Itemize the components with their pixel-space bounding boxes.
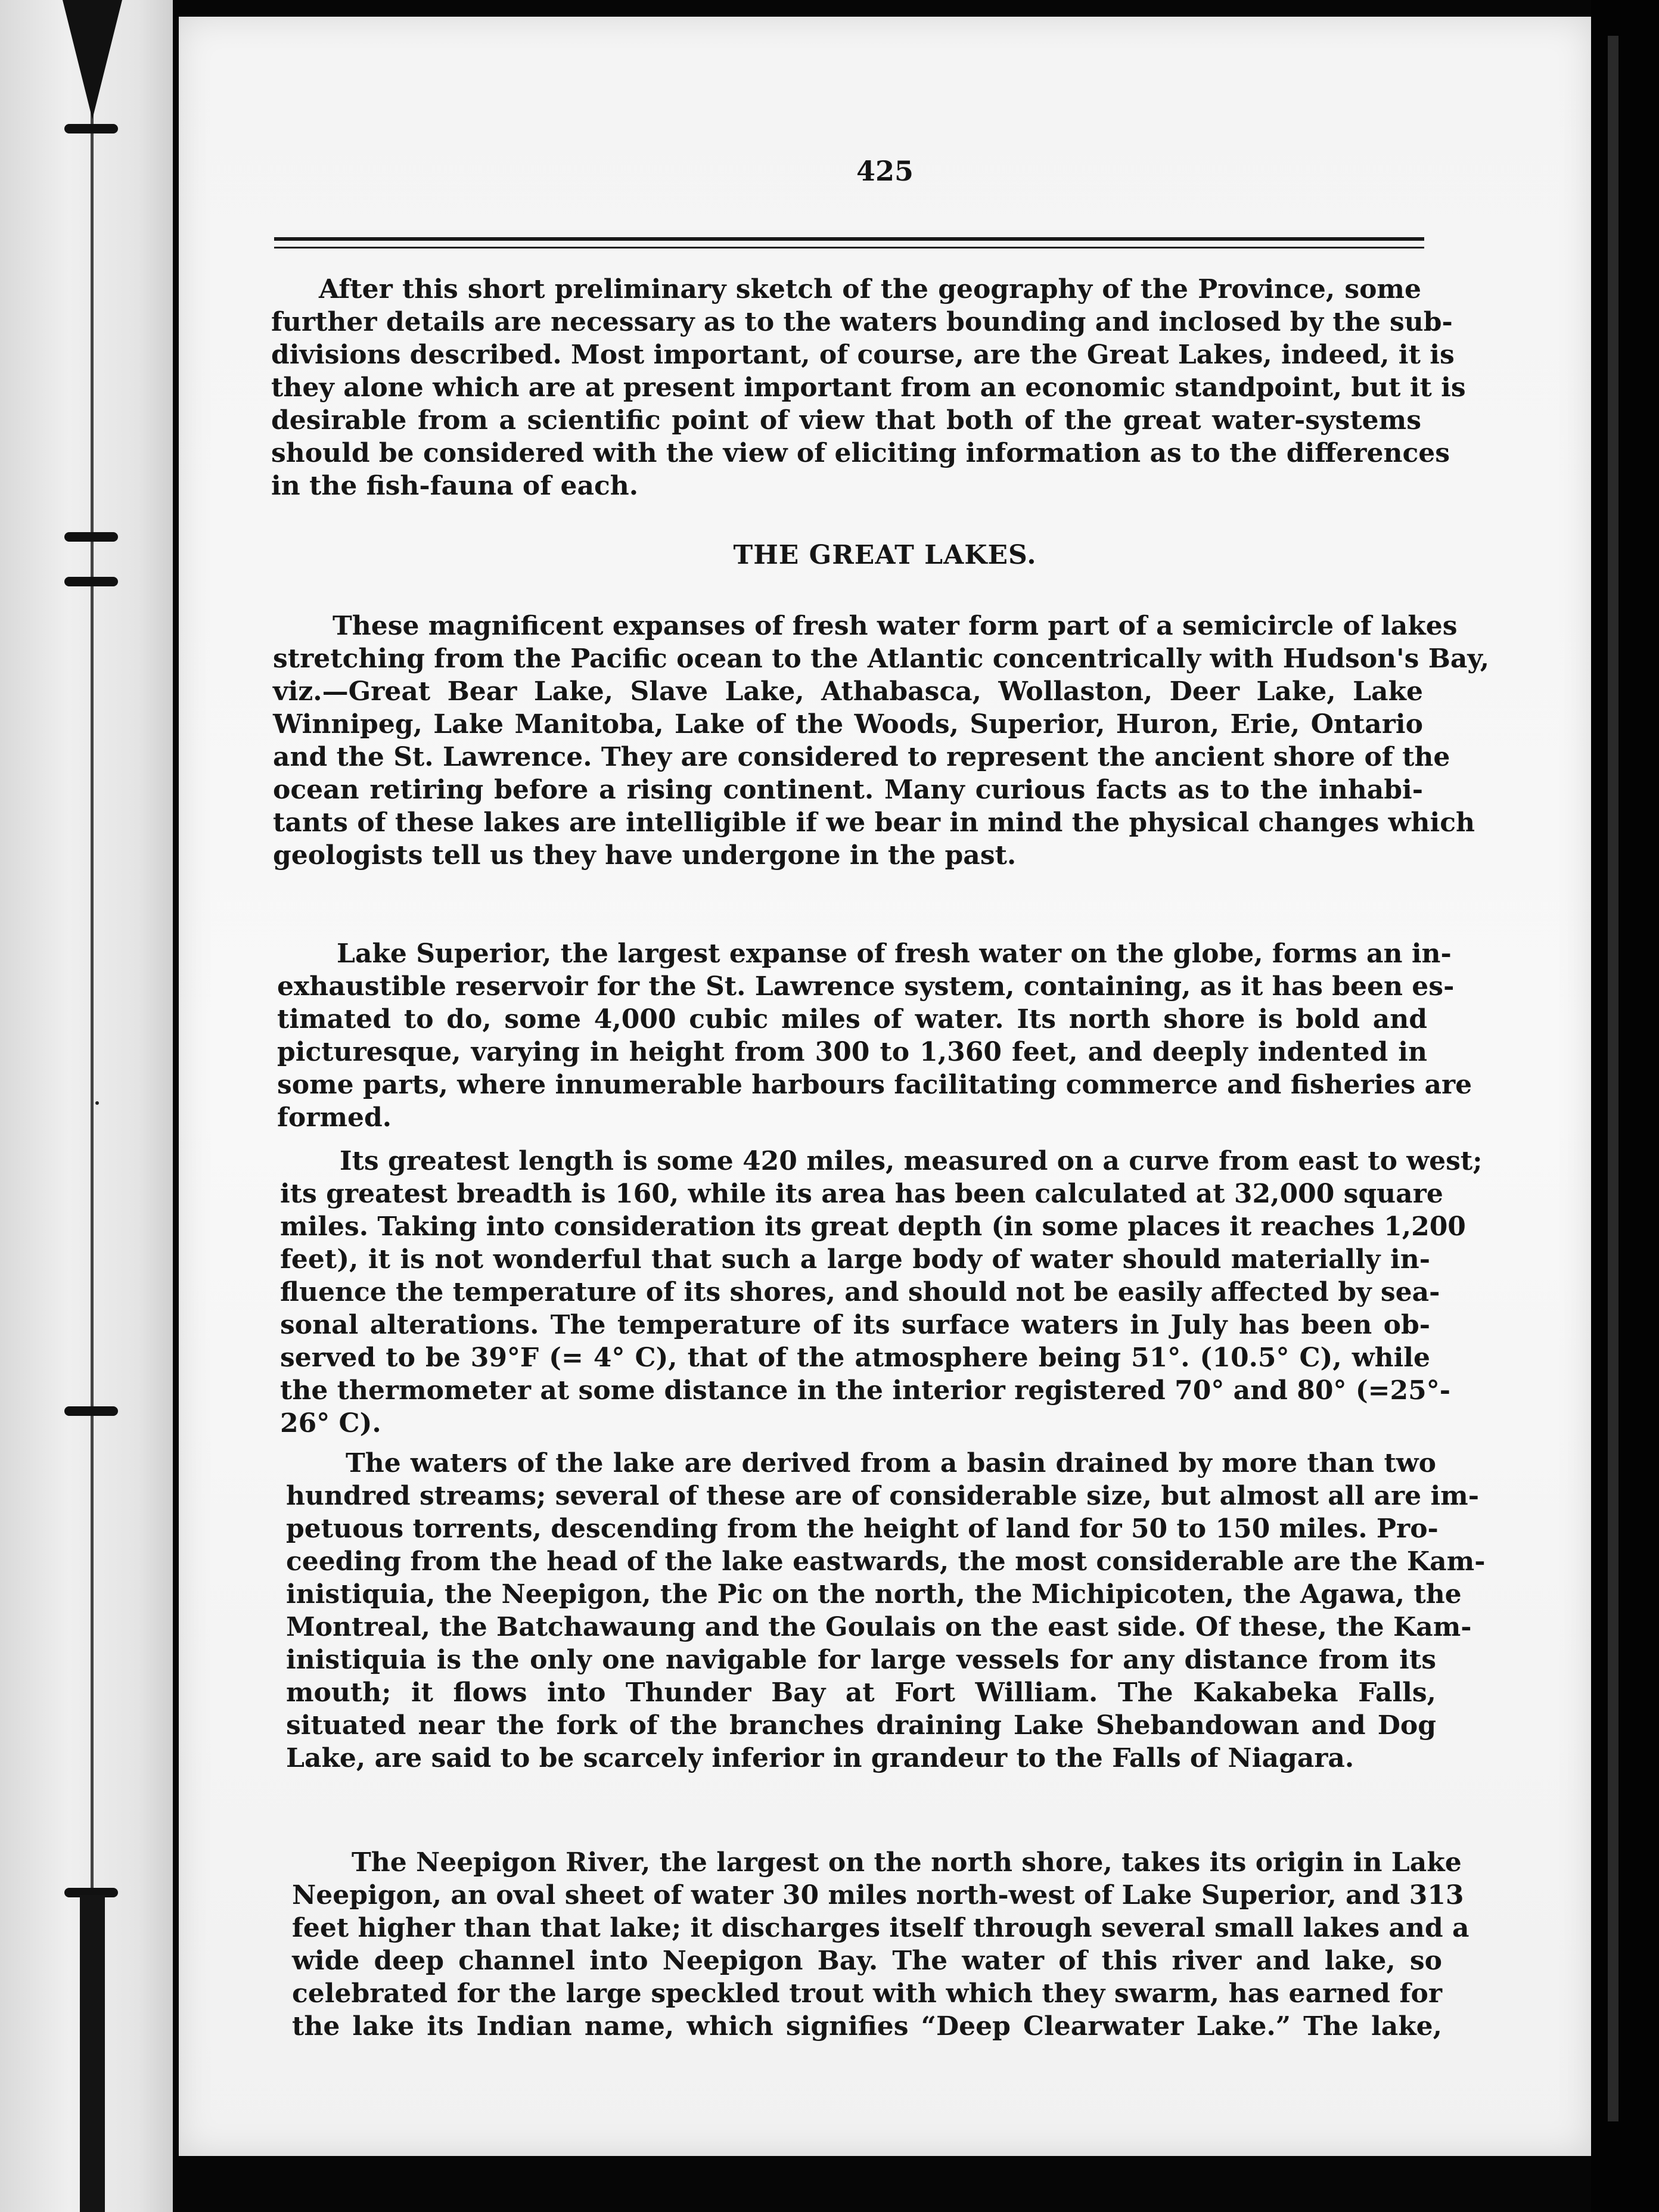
paragraph-waters [286, 1447, 1486, 1775]
text-line: feet), it is not wonderful that such a large body of water should materially in- [280, 1244, 1430, 1275]
binding-stitch [64, 124, 118, 133]
text-line: inistiquia, the Neepigon, the Pic on the north, the Michipicoten, the Agawa, the [286, 1579, 1462, 1610]
page-number: 425 [856, 155, 914, 187]
page-edge-strip [1608, 36, 1618, 2121]
binding-shadow-top [63, 0, 122, 119]
book-page [179, 17, 1591, 2156]
text-line: These magnificent expanses of fresh water form part of a semicircle of lakes [333, 611, 1458, 641]
text-line: sonal alterations. The temperature of its surface waters in July has been ob- [280, 1310, 1430, 1340]
text-line: should be considered with the view of eliciting information as to the differences [271, 438, 1450, 468]
text-line: stretching from the Pacific ocean to the Atlantic concentrically with Hudson's Bay, [273, 644, 1490, 674]
text-line: the lake its Indian name, which signifies “Deep Clearwater Lake.” The lake, [292, 2011, 1442, 2042]
paragraph-lake-superior [277, 937, 1472, 1134]
text-line: After this short preliminary sketch of the geography of the Province, some [319, 274, 1421, 305]
text-line: The waters of the lake are derived from a basin drained by more than two [346, 1448, 1436, 1478]
text-line: Lake, are said to be scarcely inferior in grandeur to the Falls of Niagara. [286, 1743, 1354, 1773]
text-line: The Neepigon River, the largest on the north shore, takes its origin in Lake [352, 1847, 1462, 1878]
scan-speck [95, 1101, 99, 1105]
text-line: divisions described. Most important, of course, are the Great Lakes, indeed, it is [271, 340, 1455, 370]
text-line: Winnipeg, Lake Manitoba, Lake of the Woods, Superior, Huron, Erie, Ontario [273, 709, 1423, 740]
text-line: Montreal, the Batchawaung and the Goulais on the east side. Of these, the Kam- [286, 1612, 1472, 1642]
text-line: exhaustible reservoir for the St. Lawrence system, containing, as it has been es- [277, 971, 1455, 1002]
text-line: Lake Superior, the largest expanse of fresh water on the globe, forms an in- [337, 939, 1452, 969]
text-line: tants of these lakes are intelligible if we bear in mind the physical changes which [273, 807, 1475, 838]
binding-shadow-bottom [80, 1895, 105, 2212]
text-line: mouth; it flows into Thunder Bay at Fort William. The Kakabeka Falls, [286, 1677, 1436, 1708]
text-line: Its greatest length is some 420 miles, measured on a curve from east to west; [340, 1146, 1483, 1176]
text-line: miles. Taking into consideration its great depth (in some places it reaches 1,200 [280, 1211, 1466, 1242]
paragraph-intro [271, 273, 1466, 502]
text-line: geologists tell us they have undergone in the past. [273, 840, 1017, 871]
text-line: fluence the temperature of its shores, and should not be easily affected by sea- [280, 1277, 1440, 1307]
header-rule-thin [274, 247, 1424, 248]
text-line: situated near the fork of the branches draining Lake Shebandowan and Dog [286, 1710, 1436, 1741]
text-line: its greatest breadth is 160, while its area has been calculated at 32,000 square [280, 1179, 1443, 1209]
text-line: the thermometer at some distance in the interior registered 70° and 80° (=25°- [280, 1375, 1450, 1406]
text-line: Neepigon, an oval sheet of water 30 miles north-west of Lake Superior, and 313 [292, 1880, 1464, 1910]
text-line: in the fish-fauna of each. [271, 471, 639, 501]
text-line: 26° C). [280, 1408, 381, 1439]
scan-border-right [1591, 0, 1659, 2212]
binding-stitch [64, 1406, 118, 1416]
text-line: timated to do, some 4,000 cubic miles of water. Its north shore is bold and [277, 1004, 1427, 1034]
binding-thread [91, 0, 94, 2212]
binding-stitch [64, 577, 118, 586]
text-line: wide deep channel into Neepigon Bay. The water of this river and lake, so [292, 1946, 1442, 1976]
text-line: served to be 39°F (= 4° C), that of the atmosphere being 51°. (10.5° C), while [280, 1343, 1430, 1373]
paragraph-great-lakes [273, 610, 1490, 872]
text-line: viz.—Great Bear Lake, Slave Lake, Athabasca, Wollaston, Deer Lake, Lake [273, 676, 1423, 707]
section-heading: THE GREAT LAKES. [733, 540, 1037, 570]
header-rule [274, 237, 1424, 241]
text-line: inistiquia is the only one navigable for large vessels for any distance from its [286, 1645, 1436, 1675]
text-line: formed. [277, 1102, 392, 1133]
binding-gutter [83, 0, 101, 2212]
text-line: further details are necessary as to the waters bounding and inclosed by the sub- [271, 307, 1453, 337]
binding-stitch [64, 532, 118, 542]
text-line: some parts, where innumerable harbours facilitating commerce and fisheries are [277, 1070, 1472, 1100]
text-line: and the St. Lawrence. They are considered to represent the ancient shore of the [273, 742, 1450, 772]
text-line: feet higher than that lake; it discharges itself through several small lakes and a [292, 1913, 1470, 1943]
text-line: desirable from a scientific point of view that both of the great water-systems [271, 405, 1421, 436]
text-line: they alone which are at present important from an economic standpoint, but it is [271, 372, 1466, 403]
paragraph-neepigon [292, 1846, 1470, 2043]
text-line: celebrated for the large speckled trout with which they swarm, has earned for [292, 1978, 1442, 2009]
text-line: hundred streams; several of these are of considerable size, but almost all are im- [286, 1481, 1479, 1511]
text-line: ceeding from the head of the lake eastwards, the most considerable are the Kam- [286, 1546, 1486, 1577]
text-line: petuous torrents, descending from the height of land for 50 to 150 miles. Pro- [286, 1514, 1439, 1544]
paragraph-dimensions [280, 1145, 1483, 1440]
text-line: picturesque, varying in height from 300 to 1,360 feet, and deeply indented in [277, 1037, 1427, 1067]
text-line: ocean retiring before a rising continent. Many curious facts as to the inhabi- [273, 775, 1423, 805]
